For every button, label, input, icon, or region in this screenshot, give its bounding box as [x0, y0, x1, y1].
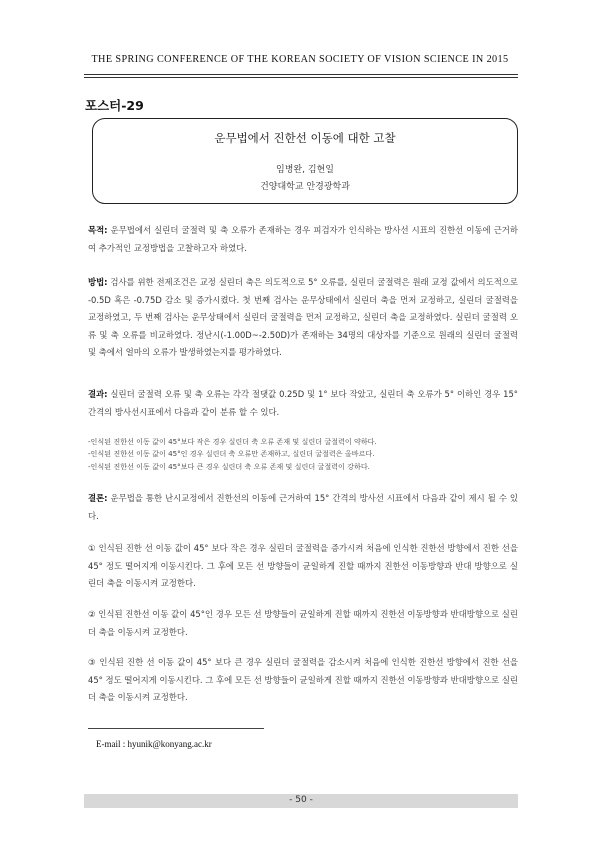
conclusion-item-2: ② 인식된 진한선 이동 값이 45°인 경우 모든 선 방향들이 균일하게 진할 때까지 진한선 이동방향과 반대방향으로 실린더 축을 이동시켜 교정한다. [88, 609, 518, 637]
footnote-email: E-mail : hyunik@konyang.ac.kr [96, 739, 212, 749]
header-rule-bottom [84, 77, 518, 78]
result-label: 결과: [88, 389, 108, 399]
page-number-bar [84, 794, 518, 808]
authors: 임병완, 김현일 [276, 165, 334, 175]
conclusion-item-1: ① 인식된 진한 선 이동 값이 45° 보다 작은 경우 실린더 굴절력을 증가시켜 처음에 인식한 진한선 방향에서 진한 선을 45° 정도 떨어지게 이동시킨다. 그 후에 모든 선 방향들이 균일하게 진할 때까지 진한선 이동방향과 반대 방향으로 실린더 축을 이동시켜 교정한다. [88, 543, 518, 588]
result-list [88, 436, 518, 473]
method-label: 방법: [88, 277, 108, 287]
method-text: 검사를 위한 전제조건은 교정 실린더 축은 의도적으로 5° 오류를, 실린더 굴절력은 원래 교정 값에서 의도적으로 -0.5D 혹은 -0.75D 감소 및 증가시켰다. 첫 번째 검사는 운무상태에서 실린더 축을 먼저 교정하고, 실린더 굴절력을 교정하였고, 두 번째 검사는 운무상태에서 실린더 굴절력을 먼저 교정하고, 실린더 축을 교정하였다. 실린더 굴절력 오류 및 축 오류를 비교하였다. 정난시(-1.00D~-2.50D)가 존재하는 34명의 대상자를 기준으로 원래의 실린더 굴절력 및 축에서 얼마의 오류가 발생하였는지를 평가하였다. [88, 277, 518, 357]
conclusion-paragraph [88, 490, 518, 525]
conclusion-text: 운무법을 통한 난시교정에서 진한선의 이동에 근거하여 15° 간격의 방사선 시표에서 다음과 같이 제시 될 수 있다. [88, 493, 518, 521]
conference-header: THE SPRING CONFERENCE OF THE KOREAN SOCIETY OF VISION SCIENCE IN 2015 [91, 54, 509, 65]
title-box [92, 118, 518, 204]
header-rule-top [84, 74, 518, 75]
footnote-rule [88, 728, 264, 729]
result-text: 실린더 굴절력 오류 및 축 오류는 각각 절댓값 0.25D 및 1° 보다 작았고, 실린더 축 오류가 5° 이하인 경우 15° 간격의 방사선시표에서 다음과 같이 분류 할 수 있다. [88, 389, 518, 417]
conclusion-item-3: ③ 인식된 진한 선 이동 값이 45° 보다 큰 경우 실린더 굴절력을 감소시켜 처음에 인식한 진한선 방향에서 진한 선을 45° 정도 떨어지게 이동시킨다. 그 후에 모든 선 방향들이 균일하게 진할 때까지 진한선 이동방향과 반대방향으로 실린더 축을 이동시켜 교정한다. [88, 657, 518, 702]
purpose-paragraph [88, 222, 518, 257]
purpose-text: 운무법에서 실린더 굴절력 및 축 오류가 존재하는 경우 피검자가 인식하는 방사선 시표의 진한선 이동에 근거하여 추가적인 교정방법을 고찰하고자 하였다. [88, 225, 518, 253]
method-paragraph [88, 274, 518, 362]
paper-title: 운무법에서 진한선 이동에 대한 고찰 [214, 131, 396, 145]
poster-label: 포스터-29 [85, 98, 144, 113]
result-paragraph [88, 386, 518, 421]
list-item: -인식된 진한선 이동 값이 45°보다 큰 경우 실린더 축 오류 존재 및 실린더 굴절력이 강하다. [88, 461, 370, 471]
list-item: -인식된 진한선 이동 값이 45°인 경우 실린더 축 오류만 존재하고, 실린더 굴절력은 올바르다. [88, 449, 375, 459]
purpose-label: 목적: [88, 225, 108, 235]
page-number: - 50 - [289, 795, 313, 805]
list-item: -인식된 진한선 이동 값이 45°보다 작은 경우 실린더 축 오류 존재 및 실린더 굴절력이 약하다. [88, 437, 377, 446]
conclusion-label: 결론: [88, 493, 108, 503]
affiliation: 건양대학교 안경광학과 [260, 182, 350, 192]
